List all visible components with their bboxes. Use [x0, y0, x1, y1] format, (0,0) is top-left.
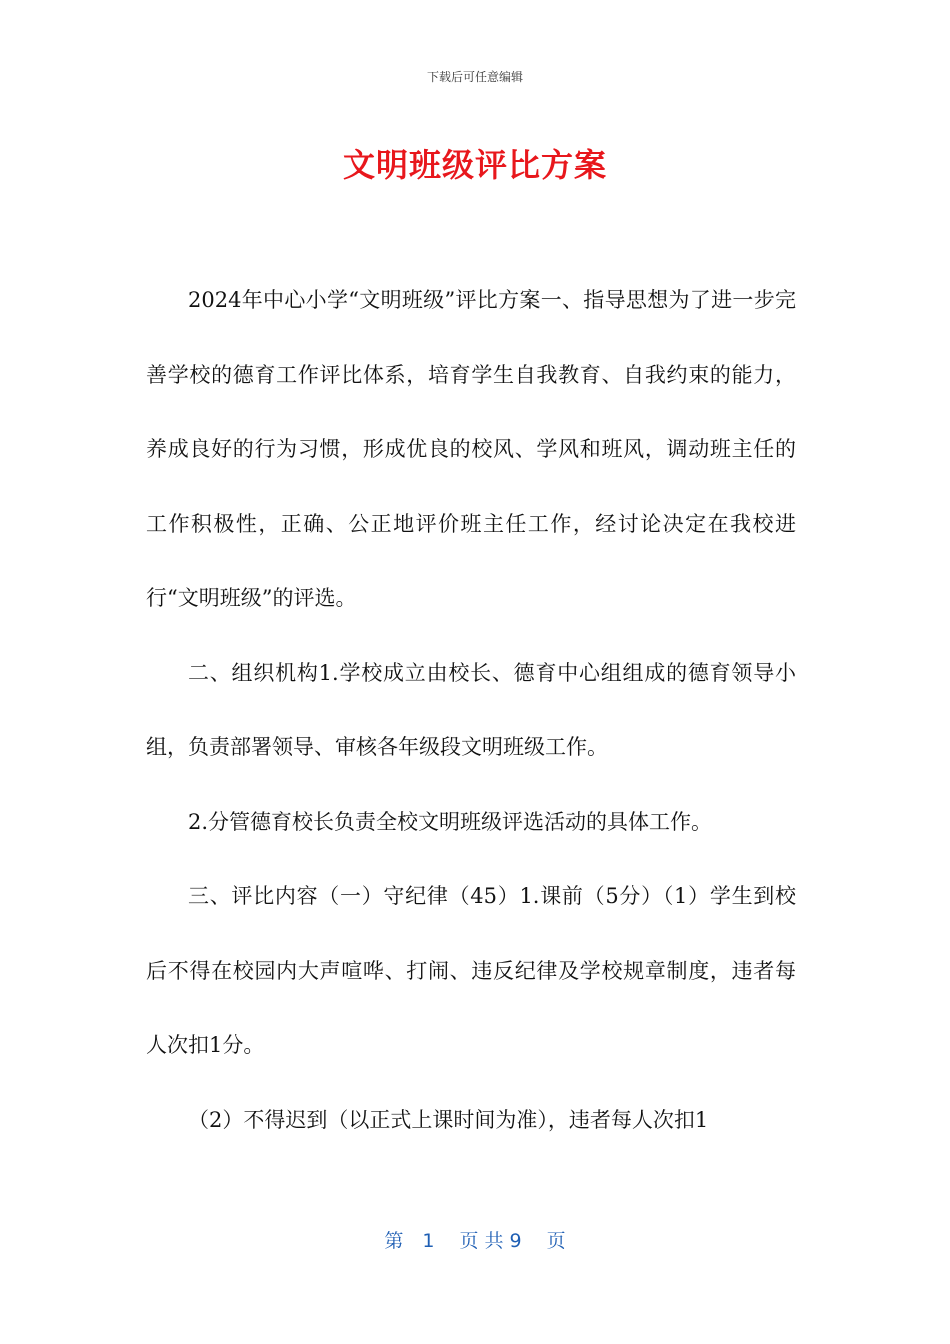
page-number: 第 1 页 共 9 页: [384, 1230, 566, 1252]
document-title: 文明班级评比方案: [342, 146, 607, 184]
paragraph-4: 三、评比内容（一）守纪律（45）1.课前（5分）（1）学生到校后不得在校园内大声喧哗、打闹、违反纪律及学校规章制度，违者每人次扣1分。: [146, 884, 796, 1057]
paragraph-5: （2）不得迟到（以正式上课时间为准），违者每人次扣1: [188, 1107, 709, 1132]
paragraph-2: 二、组织机构1.学校成立由校长、德育中心组组成的德育领导小组，负责部署领导、审核各年级段文明班级工作。: [146, 660, 796, 759]
header-note: 下载后可任意编辑: [426, 70, 523, 84]
document-body: [146, 263, 796, 1157]
paragraph-3: 2.分管德育校长负责全校文明班级评选活动的具体工作。: [188, 809, 713, 834]
paragraph-1: 2024年中心小学“文明班级”评比方案一、指导思想为了进一步完善学校的德育工作评比体系，培育学生自我教育、自我约束的能力，养成良好的行为习惯，形成优良的校风、学风和班风，调动班主任的工作积极性，正确、公正地评价班主任工作，经讨论决定在我校进行“文明班级”的评选。: [146, 288, 796, 610]
